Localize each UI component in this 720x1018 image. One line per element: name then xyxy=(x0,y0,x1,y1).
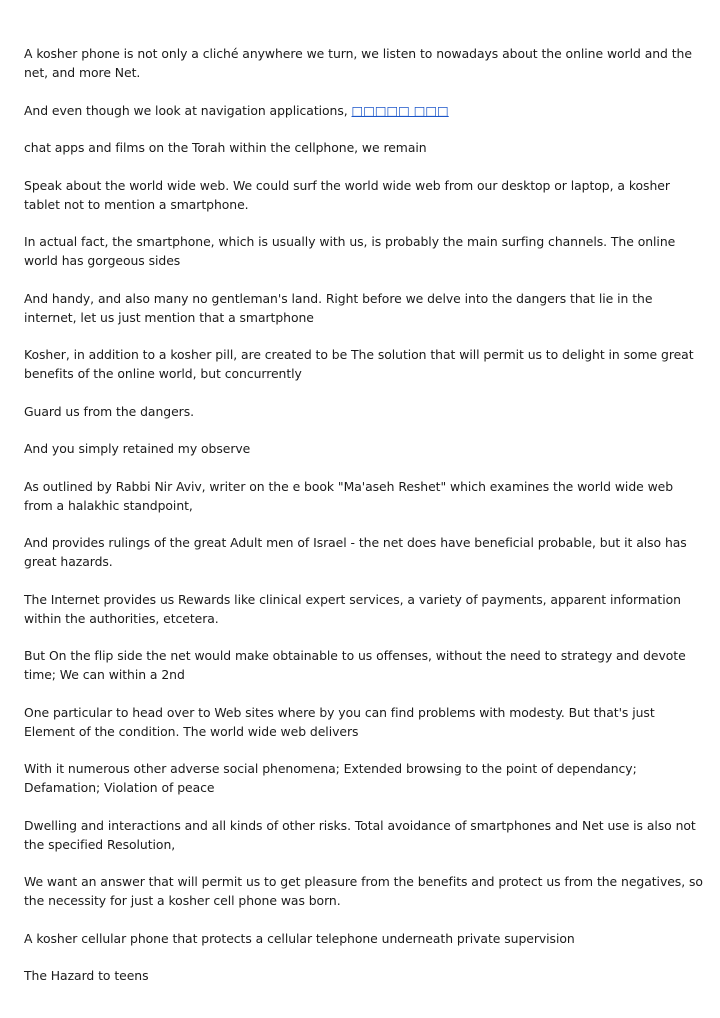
paragraph-16: Dwelling and interactions and all kinds of other risks. Total avoidance of smartphones and Net use is also not the specified Resolution, xyxy=(24,817,696,852)
paragraph-2-text: And even though we look at navigation applications, xyxy=(24,102,348,118)
paragraph-11: And provides rulings of the great Adult men of Israel - the net does have beneficial probable, but it also has great hazards. xyxy=(24,535,687,569)
paragraph-19: The Hazard to teens xyxy=(24,968,149,983)
paragraph-7: Kosher, in addition to a kosher pill, are created to be The solution that will permit us to delight in some great benefits of the online world, but concurrently xyxy=(24,347,694,381)
paragraph-1: A kosher phone is not only a cliché anywhere we turn, we listen to nowadays about the online world and the net, and more Net. xyxy=(24,46,692,80)
hebrew-link[interactable]: □□□□□ □□□ xyxy=(351,102,449,118)
document-body xyxy=(24,44,704,1004)
paragraph-3: chat apps and films on the Torah within the cellphone, we remain xyxy=(24,140,427,155)
paragraph-5: In actual fact, the smartphone, which is usually with us, is probably the main surfing channels. The online world has gorgeous sides xyxy=(24,234,676,268)
paragraph-6: And handy, and also many no gentleman's land. Right before we delve into the dangers that lie in the internet, let us just mention that a smartphone xyxy=(24,290,653,325)
paragraph-15: With it numerous other adverse social phenomena; Extended browsing to the point of dependancy; Defamation; Violation of peace xyxy=(24,761,637,795)
paragraph-17: We want an answer that will permit us to get pleasure from the benefits and protect us from the negatives, so the necessity for just a kosher cell phone was born. xyxy=(24,874,703,908)
paragraph-12: The Internet provides us Rewards like clinical expert services, a variety of payments, apparent information within the authorities, etcetera. xyxy=(24,591,681,626)
paragraph-8: Guard us from the dangers. xyxy=(24,403,195,419)
paragraph-9: And you simply retained my observe xyxy=(24,441,251,456)
paragraph-14: One particular to head over to Web sites where by you can find problems with modesty. But that's just Element of the condition. The world wide web delivers xyxy=(24,704,655,739)
paragraph-2 xyxy=(24,101,704,120)
paragraph-18: A kosher cellular phone that protects a cellular telephone underneath private supervision xyxy=(24,930,575,946)
paragraph-4: Speak about the world wide web. We could surf the world wide web from our desktop or laptop, a kosher tablet not to mention a smartphone. xyxy=(24,177,670,212)
paragraph-13: But On the flip side the net would make obtainable to us offenses, without the need to strategy and devote time; We can within a 2nd xyxy=(24,648,686,682)
paragraph-10: As outlined by Rabbi Nir Aviv, writer on the e book "Ma'aseh Reshet" which examines the world wide web from a halakhic standpoint, xyxy=(24,478,674,513)
